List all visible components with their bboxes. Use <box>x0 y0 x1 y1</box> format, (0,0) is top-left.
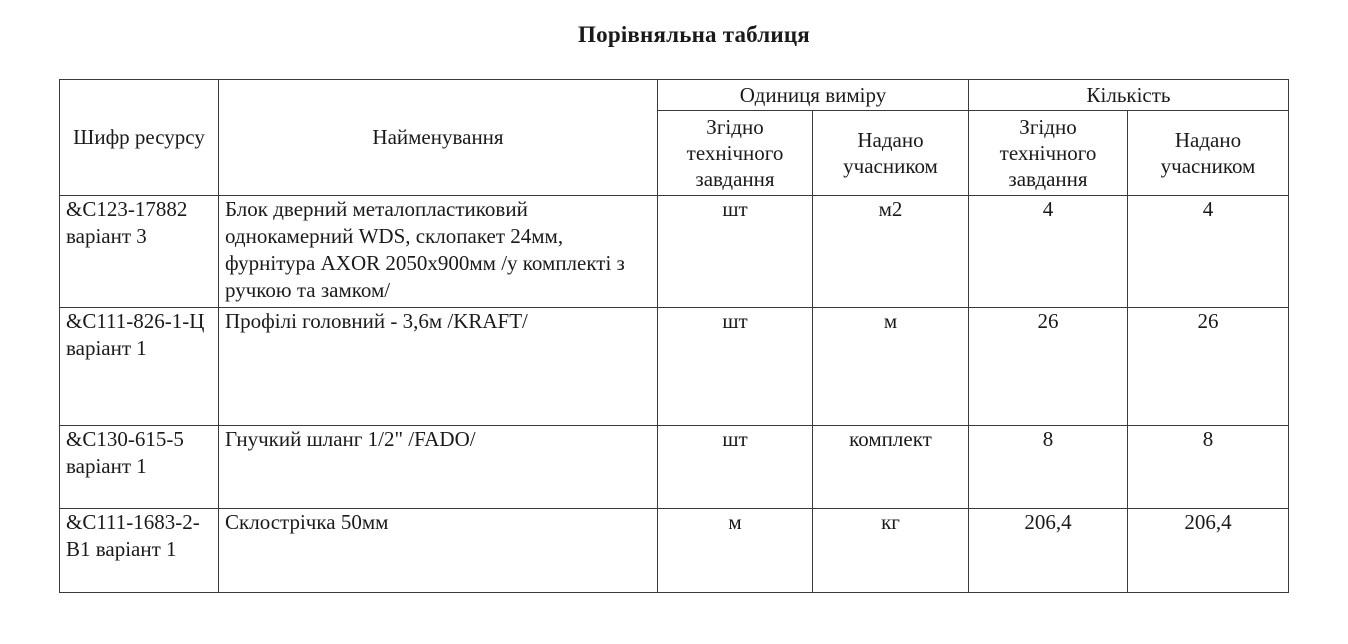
header-unit-by-participant: Надано учасником <box>813 111 969 196</box>
table-row <box>60 308 1289 426</box>
header-unit-group: Одиниця виміру <box>658 80 969 111</box>
unit-spec-cell: м <box>658 509 813 593</box>
resource-name-cell: Блок дверний металопластиковий однокамерний WDS, склопакет 24мм, фурнітура AXOR 2050х900мм /у комплекті з ручкою та замком/ <box>219 196 658 308</box>
unit-participant-cell: кг <box>813 509 969 593</box>
unit-spec-cell: шт <box>658 196 813 308</box>
qty-participant-cell: 206,4 <box>1128 509 1289 593</box>
resource-name-cell: Профілі головний - 3,6м /KRAFT/ <box>219 308 658 426</box>
unit-participant-cell: м <box>813 308 969 426</box>
unit-spec-cell: шт <box>658 426 813 509</box>
table-row <box>60 196 1289 308</box>
qty-participant-cell: 8 <box>1128 426 1289 509</box>
unit-participant-cell: комплект <box>813 426 969 509</box>
table-row <box>60 509 1289 593</box>
resource-name-cell: Гнучкий шланг 1/2" /FADO/ <box>219 426 658 509</box>
header-code: Шифр ресурсу <box>60 80 219 196</box>
header-name: Найменування <box>219 80 658 196</box>
resource-name-cell: Склострічка 50мм <box>219 509 658 593</box>
qty-spec-cell: 8 <box>969 426 1128 509</box>
header-unit-per-spec: Згідно технічного завдання <box>658 111 813 196</box>
header-qty-per-spec: Згідно технічного завдання <box>969 111 1128 196</box>
qty-participant-cell: 26 <box>1128 308 1289 426</box>
resource-code-cell: &С111-826-1-Ц варіант 1 <box>60 308 219 426</box>
header-row-groups <box>60 80 1289 111</box>
unit-spec-cell: шт <box>658 308 813 426</box>
resource-code-cell: &С123-17882 варіант 3 <box>60 196 219 308</box>
qty-spec-cell: 4 <box>969 196 1128 308</box>
comparison-table <box>59 79 1289 593</box>
qty-spec-cell: 26 <box>969 308 1128 426</box>
table-row <box>60 426 1289 509</box>
resource-code-cell: &С111-1683-2-В1 варіант 1 <box>60 509 219 593</box>
unit-participant-cell: м2 <box>813 196 969 308</box>
header-qty-by-participant: Надано учасником <box>1128 111 1289 196</box>
page-title: Порівняльна таблиця <box>578 22 810 47</box>
header-qty-group: Кількість <box>969 80 1289 111</box>
qty-participant-cell: 4 <box>1128 196 1289 308</box>
resource-code-cell: &С130-615-5 варіант 1 <box>60 426 219 509</box>
qty-spec-cell: 206,4 <box>969 509 1128 593</box>
